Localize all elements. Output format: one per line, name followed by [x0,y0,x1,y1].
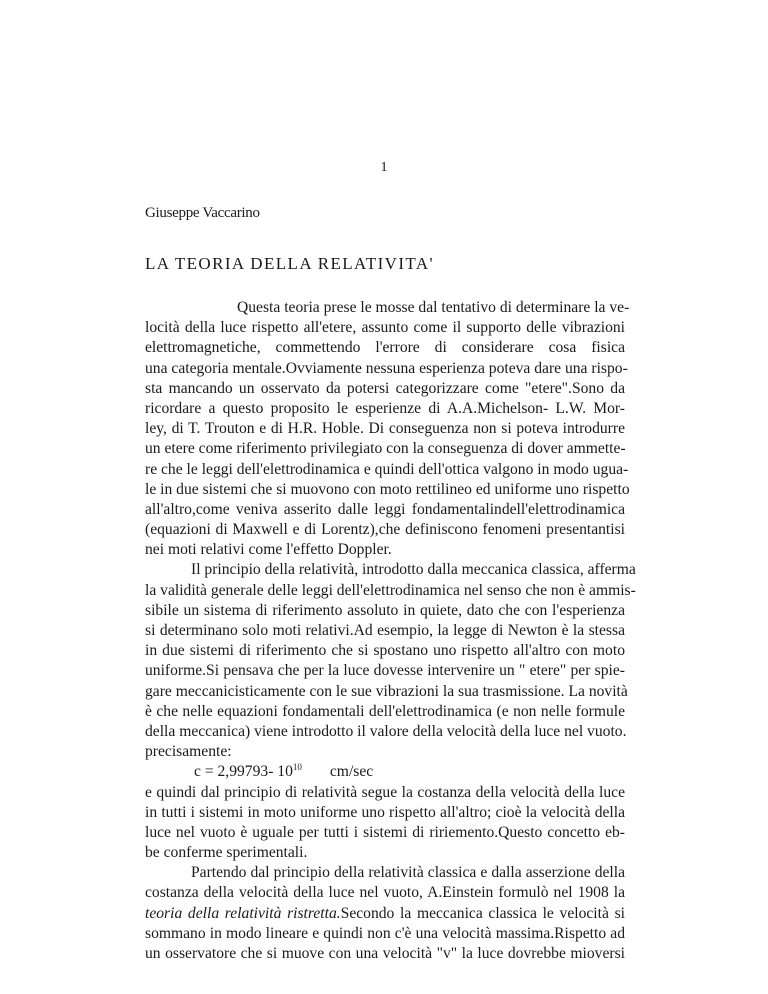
body-line: Questa teoria prese le mosse dal tentativo di determinare la ve- [237,299,630,316]
body-line: sta mancando un osservato da potersi categorizzare come "etere".Sono da [145,379,625,397]
body-line: all'altro,come veniva asserito dalle leggi fondamentalindell'elettrodinamica [145,500,625,518]
body-line: be conferme sperimentali. [145,844,308,862]
body-line: in due sistemi di riferimento che si spostano uno rispetto all'altro con moto [145,642,625,660]
body-line-mixed [145,904,625,924]
body-line: sibile un sistema di riferimento assoluto in quiete, dato che con l'esperienza [145,601,625,619]
body-line: è che nelle equazioni fondamentali dell'elettrodinamica (e non nelle formule [145,702,625,720]
speed-of-light-formula [145,762,625,782]
body-line: ley, di T. Trouton e di H.R. Hoble. Di conseguenza non si poteva introdurre [145,420,625,438]
body-line: sommano in modo lineare e quindi non c'è una velocità massima.Rispetto ad [145,924,625,942]
body-line: Il principio della relatività, introdotto dalla meccanica classica, afferma [191,561,636,579]
formula-unit: cm/sec [329,763,374,781]
body-line: della meccanica) viene introdotto il valore della velocità della luce nel vuoto. [145,722,627,740]
body-line: uniforme.Si pensava che per la luce dovesse intervenire un " etere" per spie- [145,662,625,680]
article-body [145,298,636,964]
body-line-rest: Secondo la meccanica classica le velocità si [340,904,625,922]
body-line: la validità generale delle leggi dell'elettrodinamica nel senso che non è ammis- [145,581,636,599]
formula-lhs: c = 2,99793- 10 [194,763,293,781]
body-line: re che le leggi dell'elettrodinamica e quindi dell'ottica valgono in modo ugua- [145,460,629,478]
body-line: una categoria mentale.Ovviamente nessuna esperienza poteva dare una rispo- [145,359,628,377]
page-number: 1 [380,160,388,175]
article-title: LA TEORIA DELLA RELATIVITA' [145,254,434,273]
body-line: Partendo dal principio della relatività classica e dalla asserzione della [191,864,625,882]
body-line: precisamente: [145,743,232,761]
body-line: le in due sistemi che si muovono con moto rettilineo ed uniforme uno rispetto [145,480,630,498]
body-line: costanza della velocità della luce nel vuoto, A.Einstein formulò nel 1908 la [145,884,625,902]
body-line: e quindi dal principio di relatività segue la costanza della velocità della luce [145,783,625,801]
body-line: nei moti relativi come l'effetto Doppler. [145,541,392,559]
formula-exponent: 10 [292,762,302,773]
author-name: Giuseppe Vaccarino [145,205,260,221]
body-line: si determinano solo moti relativi.Ad esempio, la legge di Newton è la stessa [145,622,625,639]
body-line: un osservatore che si muove con una velocità "v" la luce dovrebbe mioversi [145,945,625,962]
body-line: luce nel vuoto è uguale per tutti i sistemi di ririemento.Questo concetto eb- [145,823,625,841]
body-line: gare meccanicisticamente con le sue vibrazioni la sua trasmissione. La novità [145,682,628,700]
body-line: in tutti i sistemi in moto uniforme uno rispetto all'altro; cioè la velocità della [145,803,625,821]
body-line: ricordare a questo proposito le esperienze di A.A.Michelson- L.W. Mor- [145,399,625,417]
body-line: elettromagnetiche, commettendo l'errore di considerare cosa fisica [145,339,625,357]
body-line: (equazioni di Maxwell e di Lorentz),che definiscono fenomeni presentantisi [145,521,625,539]
body-line: locità della luce rispetto all'etere, assunto come il supporto delle vibrazioni [145,319,625,337]
italic-term: teoria della relatività ristretta. [145,904,341,922]
body-line: un etere come riferimento privilegiato con la conseguenza di dover ammette- [145,440,626,458]
